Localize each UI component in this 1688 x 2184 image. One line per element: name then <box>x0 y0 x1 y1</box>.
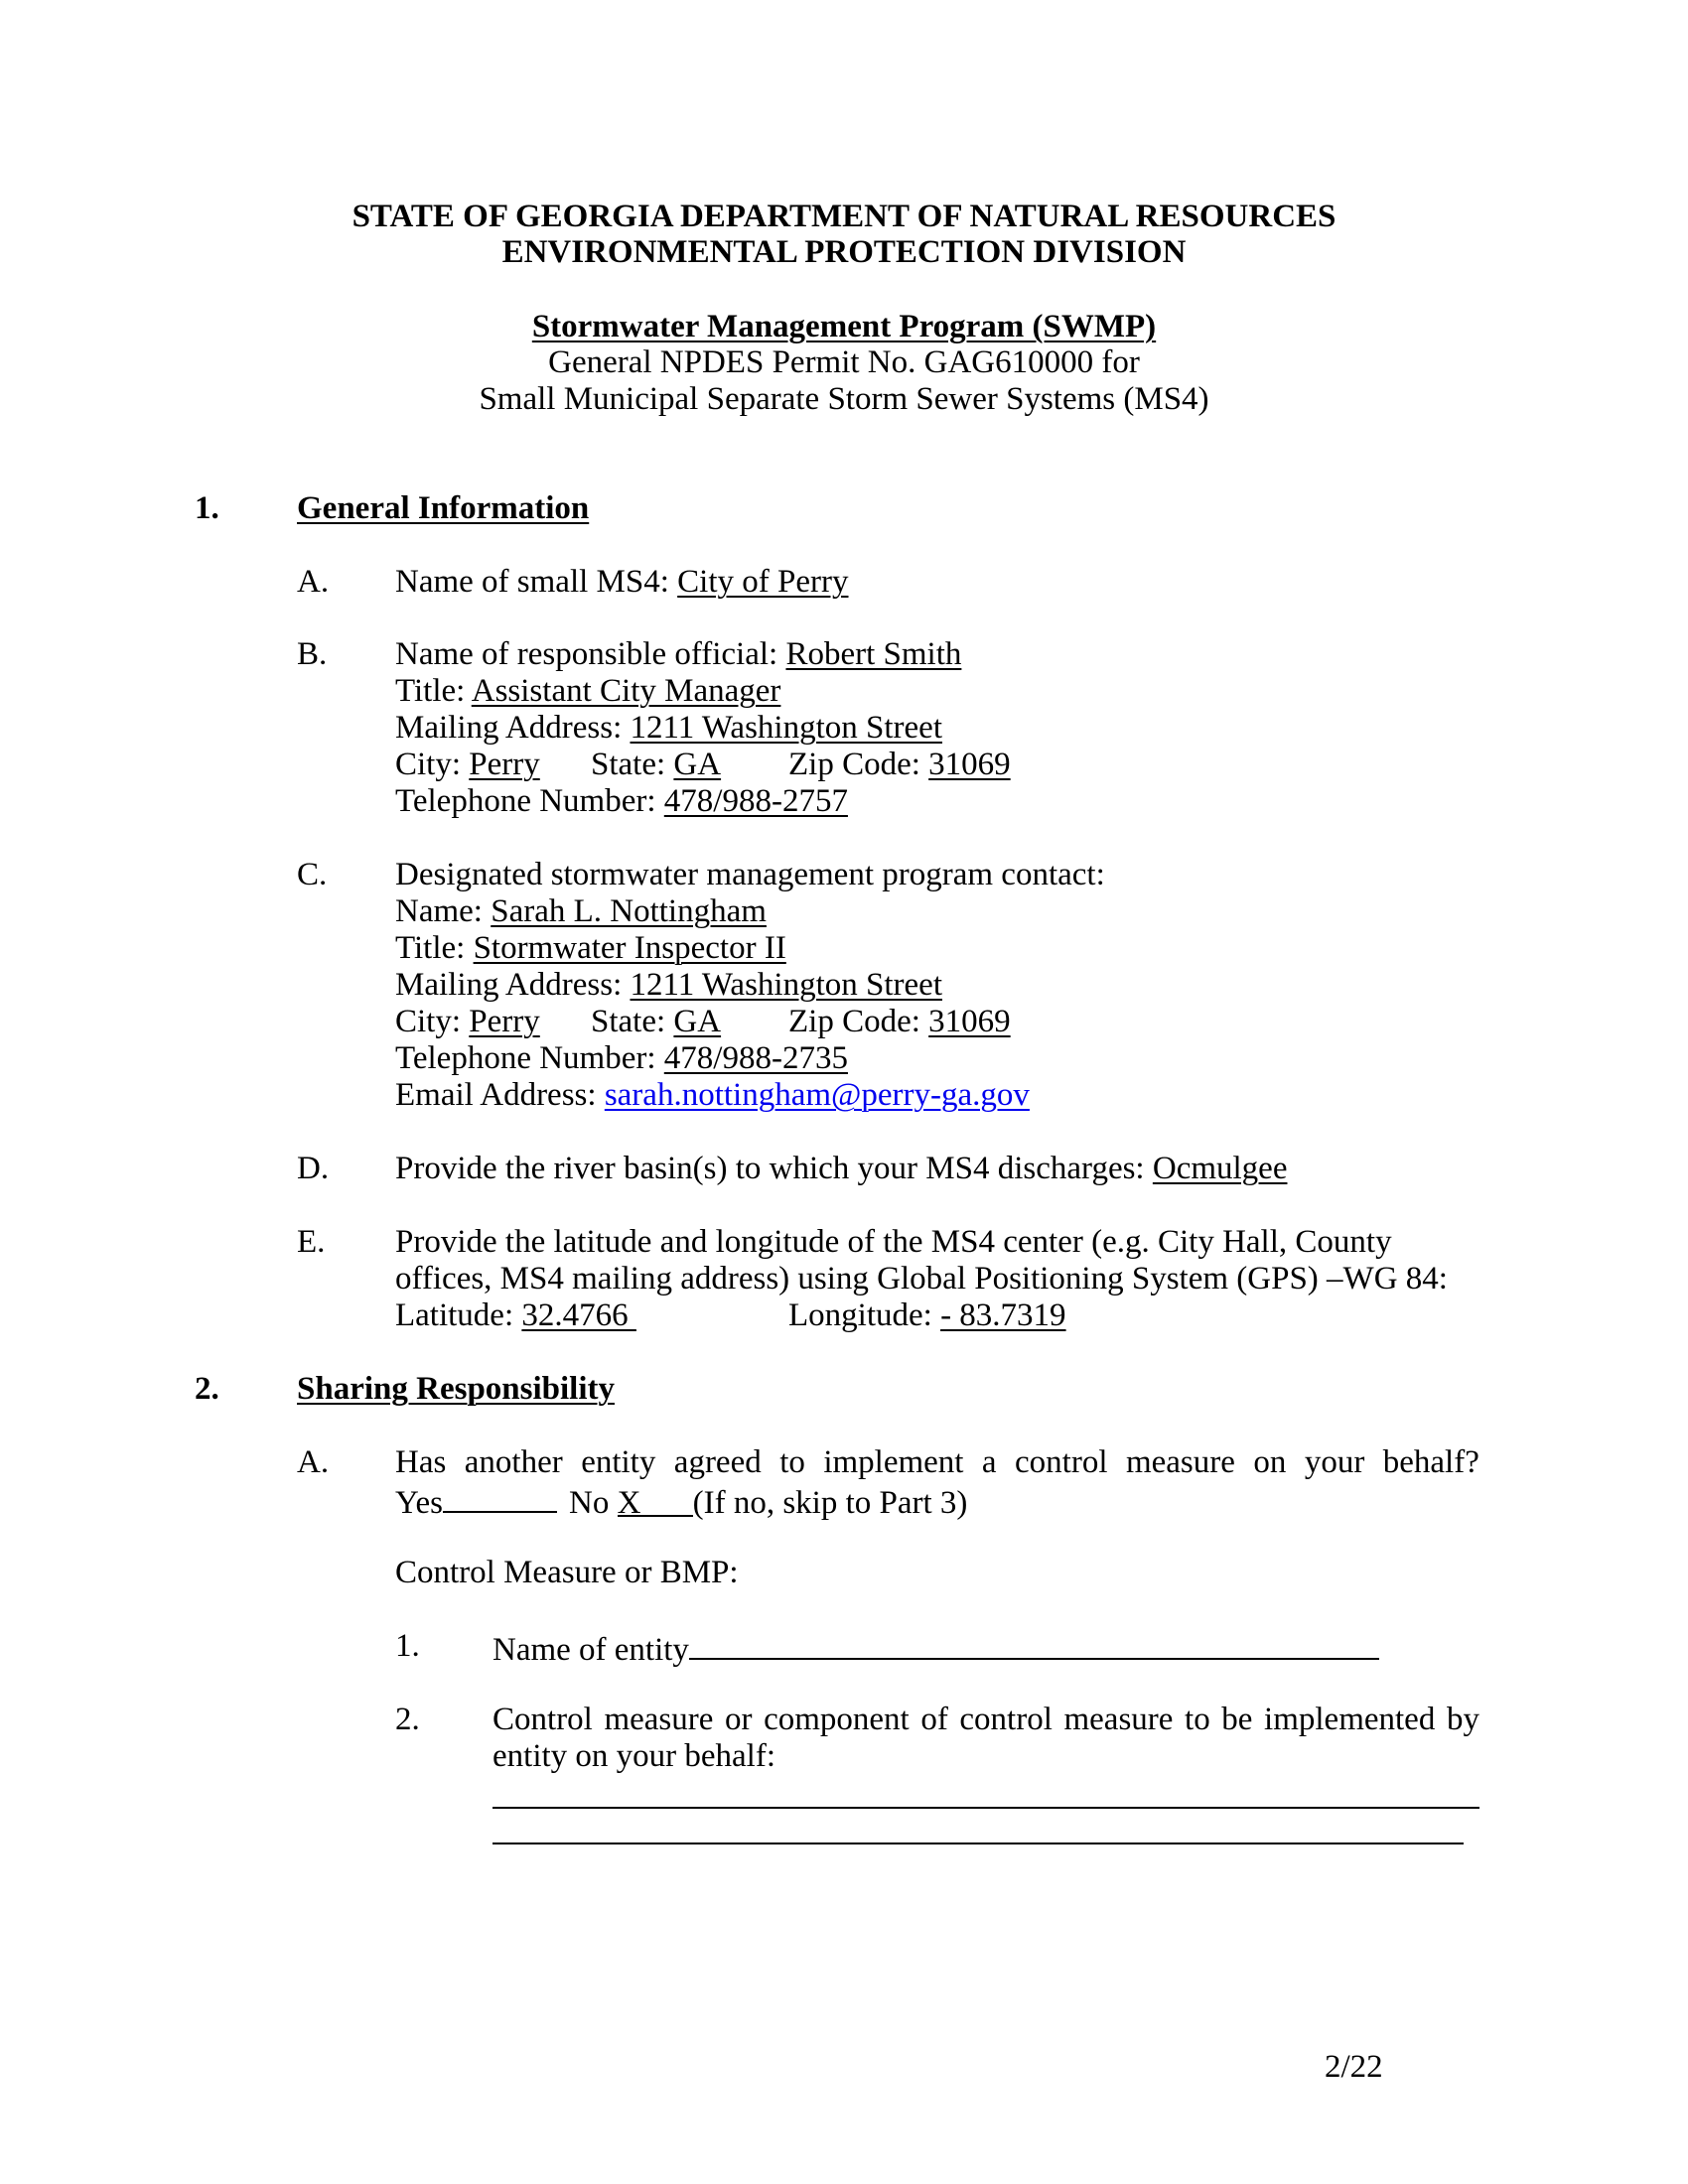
no-label: No <box>569 1485 618 1521</box>
item-1b-letter: B. <box>297 636 328 672</box>
shared-control-question-word: Has <box>395 1444 447 1480</box>
contact-address-value: 1211 Washington Street <box>630 967 942 1003</box>
shared-control-question-word: to <box>779 1444 805 1480</box>
official-phone-line <box>395 783 848 820</box>
program-title <box>0 309 1688 345</box>
shared-control-question-word: control <box>1015 1444 1108 1480</box>
control-measure-question-word: of <box>920 1702 948 1737</box>
systems-line: Small Municipal Separate Storm Sewer Systems (MS4) <box>479 381 1209 417</box>
item-1d-letter: D. <box>297 1151 330 1186</box>
official-state-value: GA <box>673 747 722 782</box>
entity-name-label: Name of entity <box>492 1632 689 1668</box>
section-1-number: 1. <box>195 490 219 526</box>
contact-email-line <box>395 1077 1030 1114</box>
header-division: ENVIRONMENTAL PROTECTION DIVISION <box>501 234 1187 270</box>
control-measure-label: Control Measure or BMP: <box>395 1555 739 1590</box>
section-2-title <box>297 1371 615 1408</box>
yes-label: Yes <box>395 1485 444 1521</box>
header-agency: STATE OF GEORGIA DEPARTMENT OF NATURAL RESOURCES <box>352 199 1336 234</box>
control-measure-question-word: or <box>724 1702 753 1737</box>
official-title-line <box>395 673 780 710</box>
official-city-value: Perry <box>469 747 540 782</box>
section-2-title-text: Sharing Responsibility <box>297 1371 616 1407</box>
official-title-label: Title: <box>395 673 472 709</box>
program-title-text: Stormwater Management Program (SWMP) <box>531 309 1157 344</box>
shared-control-question-word: on <box>1253 1444 1287 1480</box>
official-zip-label: Zip Code: <box>788 747 929 782</box>
contact-title-label: Title: <box>395 930 474 966</box>
contact-intro: Designated stormwater management program contact: <box>395 857 1105 892</box>
shared-control-question-word: implement <box>823 1444 964 1480</box>
contact-state-label: State: <box>591 1004 674 1039</box>
river-basin-value: Ocmulgee <box>1152 1151 1288 1186</box>
contact-name-label: Name: <box>395 893 492 929</box>
contact-zip-field <box>788 1004 1011 1040</box>
official-address-line <box>395 710 942 747</box>
official-line <box>395 636 961 673</box>
section-1-title-text: General Information <box>297 490 590 526</box>
shared-control-question-word: your <box>1304 1444 1365 1480</box>
contact-address-label: Mailing Address: <box>395 967 631 1003</box>
section-1-title <box>297 490 589 527</box>
official-phone-label: Telephone Number: <box>395 783 664 819</box>
contact-title-line <box>395 930 786 967</box>
river-basin-label: Provide the river basin(s) to which your MS4 discharges: <box>395 1151 1153 1186</box>
skip-note: (If no, skip to Part 3) <box>692 1485 968 1521</box>
contact-email-link[interactable]: sarah.nottingham@perry-ga.gov <box>604 1077 1030 1113</box>
official-value: Robert Smith <box>785 636 962 672</box>
control-measure-question-word: by <box>1446 1702 1479 1737</box>
subitem-2-number: 2. <box>395 1702 420 1737</box>
contact-phone-label: Telephone Number: <box>395 1040 664 1076</box>
control-measure-question-line2: entity on your behalf: <box>492 1738 776 1774</box>
control-measure-question-word: to <box>1185 1702 1210 1737</box>
longitude-label: Longitude: <box>788 1297 941 1333</box>
latitude-field <box>395 1297 636 1334</box>
control-measure-question-word: component <box>764 1702 910 1737</box>
official-state-label: State: <box>591 747 674 782</box>
contact-title-value: Stormwater Inspector II <box>473 930 786 966</box>
shared-control-question-word: agreed <box>673 1444 762 1480</box>
official-phone-value: 478/988-2757 <box>663 783 848 819</box>
control-measure-question <box>492 1702 1479 1738</box>
item-2a-letter: A. <box>297 1444 330 1480</box>
latitude-label: Latitude: <box>395 1297 522 1333</box>
longitude-field <box>788 1297 1066 1334</box>
contact-email-label: Email Address: <box>395 1077 605 1113</box>
no-answer-blank[interactable]: X <box>618 1485 693 1517</box>
control-measure-question-word: be <box>1221 1702 1253 1737</box>
contact-state-value: GA <box>673 1004 722 1039</box>
ms4-name-value: City of Perry <box>677 564 849 600</box>
control-measure-question-word: measure <box>604 1702 714 1737</box>
item-1c-letter: C. <box>297 857 328 892</box>
entity-name-blank[interactable] <box>689 1628 1379 1660</box>
official-title-value: Assistant City Manager <box>471 673 781 709</box>
longitude-value: - 83.7319 <box>940 1297 1066 1333</box>
contact-name-line <box>395 893 767 930</box>
contact-city-value: Perry <box>469 1004 540 1039</box>
official-zip-value: 31069 <box>928 747 1011 782</box>
shared-control-question-word: entity <box>581 1444 656 1480</box>
contact-phone-value: 478/988-2735 <box>663 1040 848 1076</box>
contact-name-value: Sarah L. Nottingham <box>491 893 767 929</box>
answer-line-1[interactable] <box>492 1807 1479 1809</box>
official-city-label: City: <box>395 747 470 782</box>
subitem-1-number: 1. <box>395 1628 420 1664</box>
contact-zip-value: 31069 <box>928 1004 1011 1039</box>
control-measure-question-word: control <box>959 1702 1053 1737</box>
shared-control-question <box>395 1444 1479 1481</box>
contact-city-field <box>395 1004 540 1040</box>
contact-state-field <box>591 1004 721 1040</box>
page-number: 2/22 <box>1325 2049 1383 2085</box>
contact-address-line <box>395 967 942 1004</box>
yes-no-line <box>395 1481 967 1522</box>
control-measure-question-word: implemented <box>1264 1702 1436 1737</box>
official-address-value: 1211 Washington Street <box>630 710 942 746</box>
item-1e-letter: E. <box>297 1224 326 1260</box>
official-city-field <box>395 747 540 783</box>
river-basin-line <box>395 1151 1287 1187</box>
entity-name-line <box>492 1628 1379 1669</box>
control-measure-question-word: measure <box>1063 1702 1174 1737</box>
shared-control-question-word: behalf? <box>1382 1444 1479 1480</box>
shared-control-question-word: a <box>981 1444 997 1480</box>
official-state-field <box>591 747 721 783</box>
gps-instruction-line1: Provide the latitude and longitude of the MS4 center (e.g. City Hall, County <box>395 1224 1392 1260</box>
contact-city-label: City: <box>395 1004 470 1039</box>
shared-control-question-word: another <box>464 1444 563 1480</box>
official-address-label: Mailing Address: <box>395 710 631 746</box>
permit-line: General NPDES Permit No. GAG610000 for <box>548 344 1140 380</box>
answer-line-2[interactable] <box>492 1843 1464 1844</box>
yes-answer-blank[interactable] <box>443 1481 557 1513</box>
latitude-value: 32.4766 <box>521 1297 636 1333</box>
shared-control-question-word: measure <box>1125 1444 1235 1480</box>
official-label: Name of responsible official: <box>395 636 786 672</box>
gps-instruction-line2: offices, MS4 mailing address) using Global Positioning System (GPS) –WG 84: <box>395 1261 1448 1297</box>
item-1a-line <box>395 564 848 601</box>
section-2-number: 2. <box>195 1371 219 1407</box>
ms4-name-label: Name of small MS4: <box>395 564 678 600</box>
official-zip-field <box>788 747 1011 783</box>
contact-zip-label: Zip Code: <box>788 1004 929 1039</box>
item-1a-letter: A. <box>297 564 330 600</box>
control-measure-question-word: Control <box>492 1702 593 1737</box>
contact-phone-line <box>395 1040 848 1077</box>
